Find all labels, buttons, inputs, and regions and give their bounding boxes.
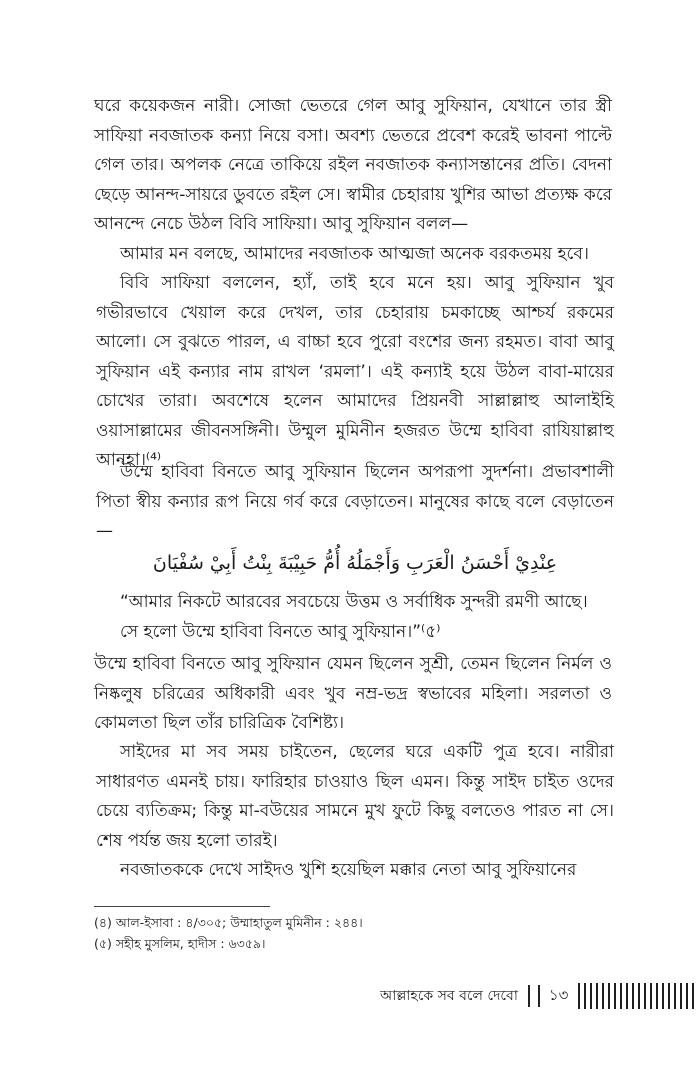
- footer-separator: [528, 985, 540, 1007]
- paragraph-6: সাইদের মা সব সময় চাইতেন, ছেলের ঘরে একটি পুত্র হবে। নারীরা সাধারণত এমনই চায়। ফারিহার চাওয়াও ছিল এমন। কিন্তু সাইদ চাইত ওদের চেয়ে ব্যতিক্রম; কিন্তু মা-বউয়ের সামনে মুখ ফুটে কিছু বলতেও পারত না সে। শেষ পর্যন্ত জয় হলো তারই।: [96, 742, 614, 851]
- paragraph-3: বিবি সাফিয়া বললেন, হ্যাঁ, তাই হবে মনে হয়। আবু সুফিয়ান খুব গভীরভাবে খেয়াল করে দেখল, তার চেহারায় চমকাচ্ছে আশ্চর্য রকমের আলো। সে বুঝতে পারল, এ বাচ্চা হবে পুরো বংশের জন্য রহমত। বাবা আবু সুফিয়ান এই কন্যার নাম রাখল ‘রমলা’। এই কন্যাই হয়ে উঠল বাবা-মায়ের চোখের তারা। অবশেষে হলেন আমাদের প্রিয়নবী সাল্লাল্লাহু আলাইহি ওয়াসাল্লামের জীবনসঙ্গিনী। উম্মুল মুমিনীন হজরত উম্মে হাবিবা রাযিয়াল্লাহু আনহা।⁽⁴⁾: [96, 273, 614, 470]
- thumb-index-marks: [578, 983, 698, 1009]
- paragraph-5: উম্মে হাবিবা বিনতে আবু সুফিয়ান যেমন ছিলেন সুশ্রী, তেমন ছিলেন নির্মল ও নিষ্কলুষ চরিত্রের অধিকারী এবং খুব নম্র-ভদ্র স্বভাবের মহিলা। সরলতা ও কোমলতা ছিল তাঁর চারিত্রিক বৈশিষ্ট্য।: [94, 654, 612, 733]
- footnote-4: (৪) আল-ইসাবা : ৪/৩০৫; উম্মাহাতুল মুমিনীন : ২৪৪।: [94, 915, 363, 930]
- arabic-quote: عِنْدِيْ أَحْسَنُ الْعَرَبِ وَأَجْمَلُهُ أُمُّ حَبِيْبَةَ بِنْتُ أَبِيْ سُفْيَانَ: [152, 552, 558, 574]
- paragraph-2: আমার মন বলছে, আমাদের নবজাতক আত্মজা অনেক বরকতময় হবে।: [120, 244, 589, 264]
- running-title: আল্লাহকে সব বলে দেবো: [380, 988, 518, 1004]
- paragraph-4: উম্মে হাবিবা বিনতে আবু সুফিয়ান ছিলেন অপরূপা সুদর্শনা। প্রভাবশালী পিতা স্বীয় কন্যার রূপ নিয়ে গর্ব করে বেড়াতেন। মানুষের কাছে বলে বেড়াতেন—: [96, 462, 614, 541]
- paragraph-1: ঘরে কয়েকজন নারী। সোজা ভেতরে গেল আবু সুফিয়ান, যেখানে তার স্ত্রী সাফিয়া নবজাতক কন্যা নিয়ে বসা। অবশ্য ভেতরে প্রবেশ করেই ভাবনা পাল্টে গেল তার। অপলক নেত্রে তাকিয়ে রইল নবজাতক কন্যাসন্তানের প্রতি। বেদনা ছেড়ে আনন্দ-সায়রে ডুবতে রইল সে। স্বামীর চেহারায় খুশির আভা প্রত্যক্ষ করে আনন্দে নেচে উঠল বিবি সাফিয়া। আবু সুফিয়ান বলল—: [94, 96, 612, 234]
- footnote-5: (৫) সহীহ মুসলিম, হাদীস : ৬৩৫৯।: [94, 936, 266, 951]
- page-footer: [380, 983, 698, 1009]
- paragraph-7: নবজাতককে দেখে সাইদও খুশি হয়েছিল মক্কার নেতা আবু সুফিয়ানের: [120, 860, 577, 880]
- quote-translation: “আমার নিকটে আরবের সবচেয়ে উত্তম ও সর্বাধিক সুন্দরী রমণী আছে। সে হলো উম্মে হাবিবা বিনতে আবু সুফিয়ান।”⁽৫⁾: [120, 592, 588, 642]
- page-number: ১৩: [548, 985, 569, 1004]
- footnote-divider: [94, 906, 270, 907]
